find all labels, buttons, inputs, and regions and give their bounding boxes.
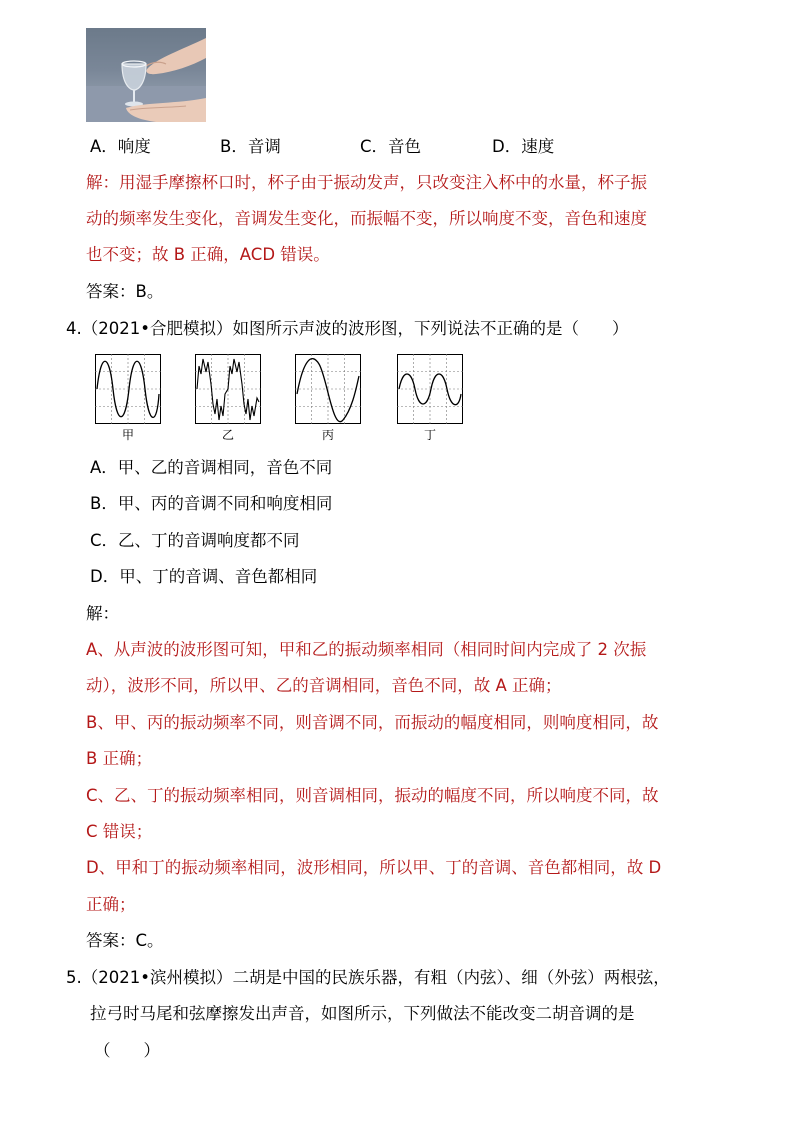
q4-solution-line-8: 正确；: [86, 895, 136, 914]
q4-solution-line-2: 动），波形不同，所以甲、乙的音调相同，音色不同，故 A 正确；: [86, 676, 562, 695]
waveform-label-jia: 甲: [121, 428, 134, 442]
q3-option-b: B．音调: [220, 137, 281, 156]
waveform-label-bing: 丙: [321, 428, 334, 442]
waveform-ding: [397, 354, 463, 424]
glass-rubbing-photo: [86, 28, 206, 122]
waveform-jia: [95, 354, 161, 424]
q4-option-c: C．乙、丁的音调响度都不同: [90, 531, 300, 550]
waveform-yi: [195, 354, 261, 424]
q4-solution-line-3: B、甲、丙的振动频率不同，则音调不同，而振动的幅度相同，则响度相同，故: [86, 713, 659, 732]
q3-option-a: A．响度: [90, 137, 151, 156]
waveform-bing: [295, 354, 361, 424]
q4-solution-line-4: B 正确；: [86, 749, 153, 768]
q4-stem: 4.（2021•合肥模拟）如图所示声波的波形图，下列说法不正确的是（ ）: [66, 319, 629, 338]
q3-solution-line-3: 也不变；故 B 正确，ACD 错误。: [86, 245, 330, 264]
q3-option-c: C．音色: [360, 137, 422, 156]
q4-solution-line-5: C、乙、丁的振动频率相同，则音调相同，振动的幅度不同，所以响度不同，故: [86, 786, 659, 805]
q5-stem-line-2: 拉弓时马尾和弦摩擦发出声音，如图所示，下列做法不能改变二胡音调的是: [90, 1004, 635, 1023]
q4-option-b: B．甲、丙的音调不同和响度相同: [90, 494, 333, 513]
q3-solution-line-2: 动的频率发生变化，音调发生变化，而振幅不变，所以响度不变，音色和速度: [86, 209, 647, 228]
q3-option-d: D．速度: [492, 137, 555, 156]
q3-solution-line-1: 解：用湿手摩擦杯口时，杯子由于振动发声，只改变注入杯中的水量，杯子振: [86, 173, 647, 192]
q4-solution-line-1: A、从声波的波形图可知，甲和乙的振动频率相同（相同时间内完成了 2 次振: [86, 640, 647, 659]
q4-solution-line-6: C 错误；: [86, 822, 153, 841]
q4-option-d: D．甲、丁的音调、音色都相同: [90, 567, 318, 586]
q5-stem-line-3: （ ）: [94, 1041, 160, 1060]
q5-stem-line-1: 5.（2021•滨州模拟）二胡是中国的民族乐器，有粗（内弦）、细（外弦）两根弦，: [66, 968, 670, 987]
waveform-label-yi: 乙: [221, 428, 234, 442]
q4-answer: 答案：C。: [86, 931, 164, 950]
q3-answer: 答案：B。: [86, 282, 164, 301]
q4-option-a: A．甲、乙的音调相同，音色不同: [90, 458, 333, 477]
q4-solution-head: 解：: [86, 604, 119, 623]
q4-solution-line-7: D、甲和丁的振动频率相同，波形相同，所以甲、丁的音调、音色都相同，故 D: [86, 858, 662, 877]
waveform-label-ding: 丁: [423, 428, 436, 442]
